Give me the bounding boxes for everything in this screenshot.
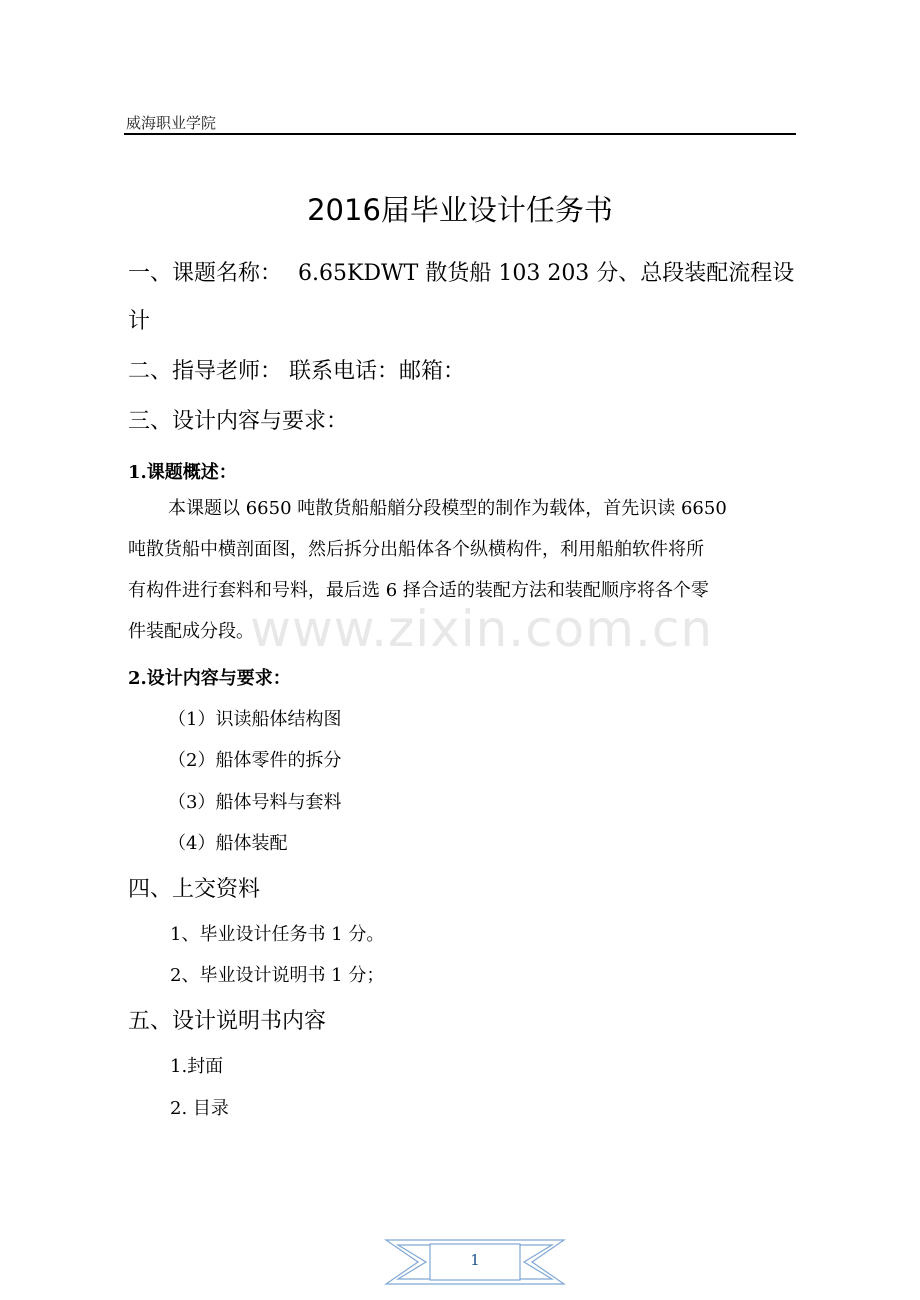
page-title: 2016届毕业设计任务书 xyxy=(307,193,613,227)
section4-heading: 四、上交资料 xyxy=(128,877,261,902)
overview-line: 本课题以 6650 吨散货船船艏分段模型的制作为载体，首先识读 6650 xyxy=(168,498,727,519)
page-number-ornament xyxy=(384,1236,566,1288)
requirement-item: （4）船体装配 xyxy=(168,833,288,854)
page-number: 1 xyxy=(470,1251,480,1269)
overview-line: 件装配成分段。 xyxy=(128,621,254,642)
overview-heading: 1.课题概述： xyxy=(128,462,237,483)
header-rule xyxy=(124,133,796,135)
contents-item: 2. 目录 xyxy=(170,1098,229,1119)
submission-item: 1、毕业设计任务书 1 分。 xyxy=(170,924,385,945)
overview-line: 有构件进行套料和号料，最后选 6 择合适的装配方法和装配顺序将各个零 xyxy=(128,580,709,601)
watermark: www.zixin.com.cn xyxy=(250,600,714,658)
overview-line: 吨散货船中横剖面图，然后拆分出船体各个纵横构件，利用船舶软件将所 xyxy=(128,539,704,560)
requirement-item: （3）船体号料与套料 xyxy=(168,792,342,813)
requirement-item: （1）识读船体结构图 xyxy=(168,709,342,730)
requirements-heading: 2.设计内容与要求： xyxy=(128,668,291,689)
section1-topic-line1: 6.65KDWT 散货船 103 203 分、总段装配流程设 xyxy=(298,261,795,286)
contents-item: 1.封面 xyxy=(170,1056,224,1077)
requirement-item: （2）船体零件的拆分 xyxy=(168,750,342,771)
section3-heading: 三、设计内容与要求： xyxy=(128,409,349,434)
header-institution: 威海职业学院 xyxy=(126,114,217,132)
section5-heading: 五、设计说明书内容 xyxy=(128,1009,327,1034)
submission-item: 2、毕业设计说明书 1 分； xyxy=(170,965,385,986)
section2-text: 二、指导老师： 联系电话：邮箱： xyxy=(128,359,465,384)
section1-heading: 一、课题名称： xyxy=(128,261,283,286)
section1-topic-line2: 计 xyxy=(128,309,151,334)
